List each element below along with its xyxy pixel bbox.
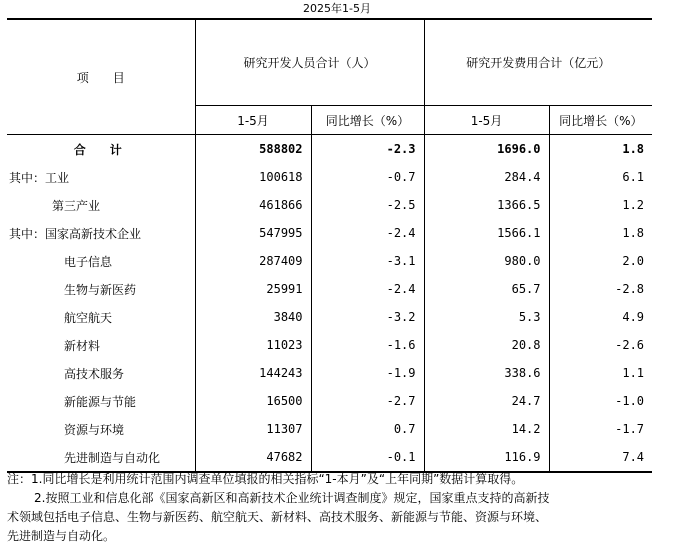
personnel-yoy-value: -1.9 xyxy=(311,359,424,387)
expense-yoy-value: 6.1 xyxy=(549,163,652,191)
note-line-1: 注：1.同比增长是利用统计范围内调查单位填报的相关指标“1-本月”及“上年同期”数据计算取得。 xyxy=(7,472,524,486)
personnel-yoy-value: -0.7 xyxy=(311,163,424,191)
personnel-yoy-value: -0.1 xyxy=(311,443,424,472)
personnel-value: 16500 xyxy=(195,387,311,415)
expense-value: 5.3 xyxy=(424,303,549,331)
header-personnel-group: 研究开发人员合计（人） xyxy=(195,19,424,106)
personnel-value: 547995 xyxy=(195,219,311,247)
expense-value: 1366.5 xyxy=(424,191,549,219)
expense-yoy-value: 2.0 xyxy=(549,247,652,275)
personnel-value: 144243 xyxy=(195,359,311,387)
personnel-yoy-value: -2.5 xyxy=(311,191,424,219)
expense-yoy-value: 1.1 xyxy=(549,359,652,387)
header-expense-group: 研究开发费用合计（亿元） xyxy=(424,19,652,106)
row-label: 合 计 xyxy=(73,142,128,157)
header-expense-yoy: 同比增长（%） xyxy=(549,106,652,135)
expense-yoy-value: 7.4 xyxy=(549,443,652,472)
row-label: 先进制造与自动化 xyxy=(7,443,195,472)
row-label: 生物与新医药 xyxy=(64,282,137,297)
personnel-yoy-value: -2.4 xyxy=(311,219,424,247)
table-row xyxy=(7,163,652,191)
row-label: 资源与环境 xyxy=(64,422,125,437)
personnel-yoy-value: -2.7 xyxy=(311,387,424,415)
expense-value: 1696.0 xyxy=(424,135,549,164)
row-label: 航空航天 xyxy=(64,310,113,325)
table-row xyxy=(7,443,652,472)
note-line-3: 术领域包括电子信息、生物与新医药、航空航天、新材料、高技术服务、新能源与节能、资源与环境、 xyxy=(7,510,548,524)
rd-statistics-table xyxy=(7,18,652,473)
personnel-value: 11307 xyxy=(195,415,311,443)
expense-value: 284.4 xyxy=(424,163,549,191)
expense-value: 65.7 xyxy=(424,275,549,303)
expense-value: 24.7 xyxy=(424,387,549,415)
expense-yoy-value: 1.8 xyxy=(549,135,652,164)
table-row xyxy=(7,247,652,275)
expense-value: 20.8 xyxy=(424,331,549,359)
personnel-value: 461866 xyxy=(195,191,311,219)
expense-value: 338.6 xyxy=(424,359,549,387)
row-label: 其中：国家高新技术企业 xyxy=(9,226,142,241)
row-label: 第三产业 xyxy=(52,198,101,213)
report-period: 2025年1-5月 xyxy=(303,2,371,15)
personnel-yoy-value: 0.7 xyxy=(311,415,424,443)
table-row xyxy=(7,387,652,415)
personnel-value: 287409 xyxy=(195,247,311,275)
expense-value: 980.0 xyxy=(424,247,549,275)
table-row xyxy=(7,359,652,387)
personnel-yoy-value: -3.1 xyxy=(311,247,424,275)
personnel-value: 47682 xyxy=(195,443,311,472)
personnel-yoy-value: -1.6 xyxy=(311,331,424,359)
personnel-value: 25991 xyxy=(195,275,311,303)
personnel-yoy-value: -3.2 xyxy=(311,303,424,331)
header-expense-period: 1-5月 xyxy=(424,106,549,135)
expense-value: 1566.1 xyxy=(424,219,549,247)
personnel-value: 11023 xyxy=(195,331,311,359)
table-row xyxy=(7,191,652,219)
personnel-value: 3840 xyxy=(195,303,311,331)
row-label: 电子信息 xyxy=(64,254,113,269)
personnel-yoy-value: -2.4 xyxy=(311,275,424,303)
expense-yoy-value: -1.0 xyxy=(549,387,652,415)
row-label: 新材料 xyxy=(64,338,101,353)
expense-yoy-value: 1.8 xyxy=(549,219,652,247)
header-personnel-yoy: 同比增长（%） xyxy=(311,106,424,135)
header-personnel-period: 1-5月 xyxy=(195,106,311,135)
personnel-value: 588802 xyxy=(195,135,311,164)
row-label: 高技术服务 xyxy=(64,366,125,381)
expense-value: 116.9 xyxy=(424,443,549,472)
expense-value: 14.2 xyxy=(424,415,549,443)
row-label: 新能源与节能 xyxy=(64,394,137,409)
table-notes xyxy=(7,470,667,546)
table-row xyxy=(7,303,652,331)
table-row xyxy=(7,415,652,443)
expense-yoy-value: 1.2 xyxy=(549,191,652,219)
expense-yoy-value: 4.9 xyxy=(549,303,652,331)
personnel-yoy-value: -2.3 xyxy=(311,135,424,164)
table-row xyxy=(7,331,652,359)
personnel-value: 100618 xyxy=(195,163,311,191)
header-item: 项 目 xyxy=(7,19,195,135)
expense-yoy-value: -1.7 xyxy=(549,415,652,443)
expense-yoy-value: -2.8 xyxy=(549,275,652,303)
note-line-2: 2.按照工业和信息化部《国家高新区和高新技术企业统计调查制度》规定，国家重点支持的高新技 xyxy=(34,491,550,505)
expense-yoy-value: -2.6 xyxy=(549,331,652,359)
table-row xyxy=(7,219,652,247)
note-line-4: 先进制造与自动化。 xyxy=(7,529,116,543)
table-row xyxy=(7,275,652,303)
table-row xyxy=(7,135,652,164)
row-label: 其中：工业 xyxy=(9,170,70,185)
